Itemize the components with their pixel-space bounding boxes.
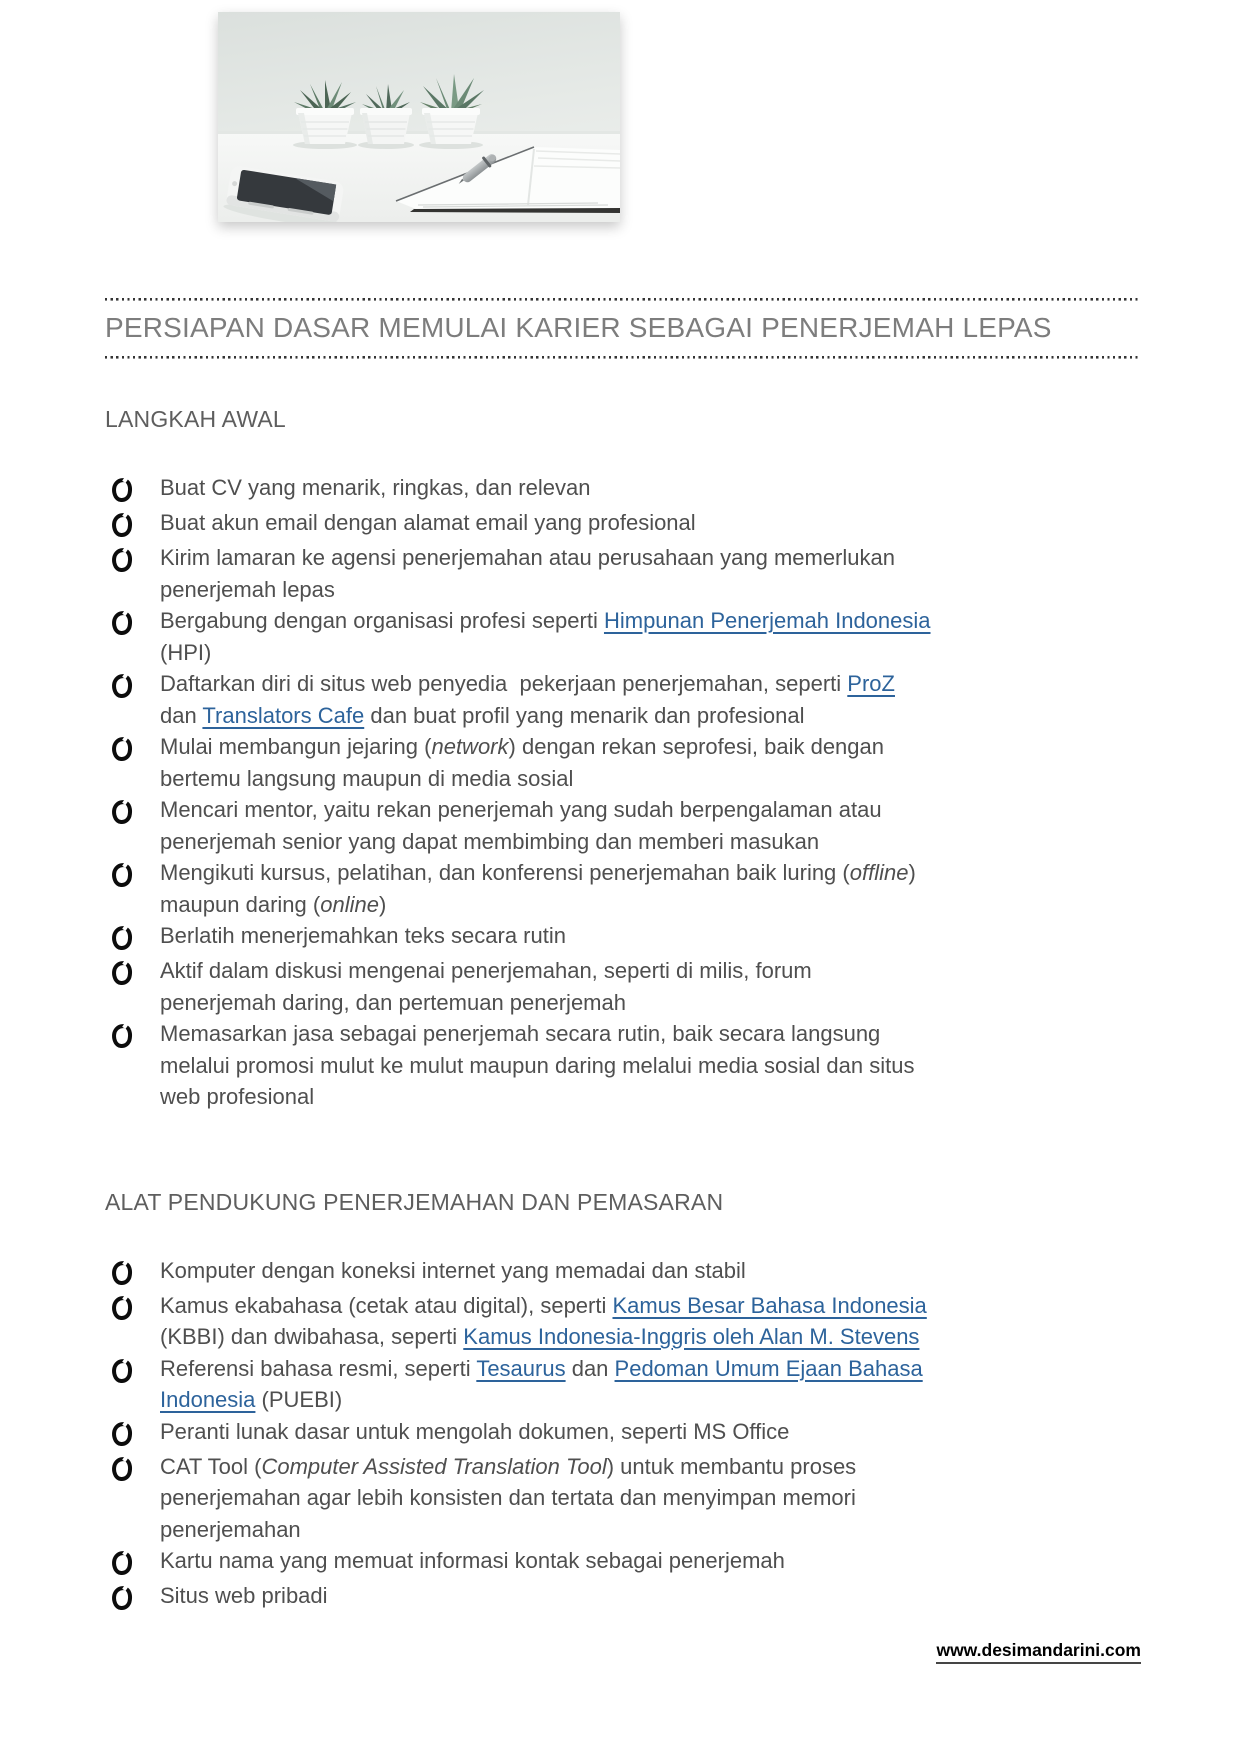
- text-segment: Bergabung dengan organisasi profesi seperti: [160, 608, 604, 633]
- text-segment: Berlatih menerjemahkan teks secara rutin: [160, 923, 566, 948]
- text-segment: penerjemahan agar lebih konsisten dan tertata dan menyimpan memori: [160, 1485, 856, 1510]
- checklist-item-text: [160, 1290, 1140, 1353]
- text-segment: Mengikuti kursus, pelatihan, dan konferensi penerjemahan baik luring (: [160, 860, 850, 885]
- text-segment: penerjemah lepas: [160, 576, 335, 602]
- checklist-item: [105, 605, 1140, 668]
- text-segment: Referensi bahasa resmi, seperti: [160, 1355, 477, 1381]
- bullet-column: [105, 1255, 160, 1290]
- checkbox-ring-icon: [111, 1455, 134, 1481]
- text-segment: Mulai membangun jejaring (: [160, 734, 432, 759]
- bullet-column: [105, 1545, 160, 1580]
- checkbox-ring-icon: [111, 610, 134, 636]
- bullet-column: [105, 507, 160, 542]
- italic-text: Computer Assisted Translation Tool: [261, 1453, 607, 1479]
- hyperlink[interactable]: Translators Cafe: [202, 702, 365, 728]
- text-segment: dan buat profil yang menarik dan profesional: [364, 702, 805, 728]
- text-segment: Mencari mentor, yaitu rekan penerjemah yang sudah berpengalaman atau: [160, 797, 882, 822]
- checklist-item: [105, 920, 1140, 955]
- checklist-item-text: [160, 472, 1140, 504]
- hyperlink[interactable]: Tesaurus: [476, 1355, 566, 1381]
- text-segment: melalui promosi mulut ke mulut maupun daring melalui media sosial dan situs: [160, 1052, 915, 1078]
- text-segment: dan: [160, 702, 203, 728]
- bullet-column: [105, 1416, 160, 1451]
- checklist-item-text: [160, 1545, 1140, 1577]
- checkbox-ring-icon: [111, 1357, 134, 1383]
- hyperlink[interactable]: Kamus Besar Bahasa Indonesia: [612, 1292, 927, 1318]
- checkbox-ring-icon: [111, 673, 134, 699]
- checklist-item-text: [160, 1580, 1140, 1612]
- checkbox-ring-icon: [111, 1023, 134, 1049]
- bullet-column: [105, 1580, 160, 1615]
- text-segment: web profesional: [160, 1084, 315, 1109]
- plant-pot-1: [296, 108, 354, 144]
- hyperlink[interactable]: Pedoman Umum Ejaan Bahasa: [614, 1355, 923, 1381]
- checkbox-ring-icon: [111, 1550, 134, 1576]
- checkbox-ring-icon: [111, 960, 134, 986]
- bullet-column: [105, 472, 160, 507]
- text-segment: ) untuk membantu proses: [606, 1453, 857, 1479]
- text-segment: Kirim lamaran ke agensi penerjemahan atau perusahaan yang memerlukan: [160, 545, 895, 570]
- dotted-divider-bottom: [105, 356, 1140, 359]
- text-segment: (PUEBI): [255, 1387, 343, 1412]
- page-title: PERSIAPAN DASAR MEMULAI KARIER SEBAGAI PENERJEMAH LEPAS: [105, 312, 1052, 343]
- text-segment: (HPI): [160, 639, 212, 665]
- checklist: [105, 1255, 1140, 1616]
- bullet-column: [105, 731, 160, 766]
- text-segment: CAT Tool (: [160, 1453, 262, 1479]
- checklist-item: [105, 507, 1140, 542]
- checklist-item-text: [160, 1416, 1140, 1448]
- text-segment: maupun daring (: [160, 891, 321, 917]
- text-segment: penerjemah senior yang dapat membimbing dan memberi masukan: [160, 828, 820, 854]
- checklist-item: [105, 857, 1140, 920]
- dotted-divider-top: [105, 298, 1140, 301]
- bullet-column: [105, 794, 160, 829]
- checkbox-ring-icon: [111, 512, 134, 538]
- text-segment: Kamus ekabahasa (cetak atau digital), seperti: [160, 1292, 613, 1318]
- text-segment: ): [378, 891, 387, 917]
- text-segment: Peranti lunak dasar untuk mengolah dokumen, seperti MS Office: [160, 1418, 790, 1444]
- checklist-item-text: [160, 731, 1140, 794]
- checklist-item: [105, 731, 1140, 794]
- checklist-item-text: [160, 857, 1140, 920]
- bullet-column: [105, 857, 160, 892]
- checklist-item: [105, 794, 1140, 857]
- checklist-item-text: [160, 1255, 1140, 1287]
- footer-website-link[interactable]: www.desimandarini.com: [936, 1640, 1141, 1664]
- text-segment: penerjemahan: [160, 1516, 301, 1542]
- italic-text: online: [320, 891, 379, 917]
- checklist-item: [105, 1353, 1140, 1416]
- section-heading: LANGKAH AWAL: [105, 406, 286, 432]
- bullet-column: [105, 1451, 160, 1486]
- checkbox-ring-icon: [111, 925, 134, 951]
- checklist-item-text: [160, 1451, 1140, 1546]
- bullet-column: [105, 668, 160, 703]
- plant-pot-2: [360, 108, 412, 144]
- checklist-item: [105, 1545, 1140, 1580]
- italic-text: network: [431, 734, 509, 759]
- checkbox-ring-icon: [111, 1420, 134, 1446]
- document-body: [105, 298, 1140, 1615]
- checklist-sections: [105, 404, 1140, 1615]
- checkbox-ring-icon: [111, 799, 134, 825]
- checklist-item-text: [160, 668, 1140, 731]
- bullet-column: [105, 1018, 160, 1053]
- checklist-item: [105, 668, 1140, 731]
- checklist-item-text: [160, 955, 1140, 1018]
- hyperlink[interactable]: Himpunan Penerjemah Indonesia: [603, 608, 931, 633]
- checklist-item-text: [160, 794, 1140, 857]
- checklist-item: [105, 472, 1140, 507]
- bullet-column: [105, 955, 160, 990]
- text-segment: ) dengan rekan seprofesi, baik dengan: [508, 734, 884, 759]
- hero-image: [218, 12, 620, 222]
- text-segment: Komputer dengan koneksi internet yang memadai dan stabil: [160, 1257, 746, 1283]
- text-segment: Aktif dalam diskusi mengenai penerjemahan, seperti di milis, forum: [160, 958, 812, 983]
- hyperlink[interactable]: Kamus Indonesia-Inggris oleh Alan M. Stevens: [463, 1324, 920, 1349]
- checkbox-ring-icon: [111, 1294, 134, 1320]
- text-segment: Buat CV yang menarik, ringkas, dan relevan: [160, 475, 591, 500]
- checklist: [105, 472, 1140, 1113]
- hyperlink[interactable]: Indonesia: [160, 1387, 256, 1412]
- checklist-item-text: [160, 507, 1140, 539]
- checklist-item: [105, 955, 1140, 1018]
- plant-pot-3: [422, 108, 480, 144]
- bullet-column: [105, 1353, 160, 1388]
- checklist-item: [105, 1416, 1140, 1451]
- checklist-item: [105, 1290, 1140, 1353]
- text-segment: bertemu langsung maupun di media sosial: [160, 765, 574, 791]
- checkbox-ring-icon: [111, 1585, 134, 1611]
- checklist-item: [105, 1580, 1140, 1615]
- text-segment: Buat akun email dengan alamat email yang profesional: [160, 510, 696, 535]
- text-segment: penerjemah daring, dan pertemuan penerjemah: [160, 989, 626, 1015]
- checkbox-ring-icon: [111, 736, 134, 762]
- checkbox-ring-icon: [111, 477, 134, 503]
- checklist-item: [105, 1451, 1140, 1546]
- checklist-item: [105, 1255, 1140, 1290]
- checklist-item: [105, 1018, 1140, 1113]
- checklist-item-text: [160, 1353, 1140, 1416]
- bullet-column: [105, 1290, 160, 1325]
- hero-image-graphic: [218, 12, 620, 222]
- bullet-column: [105, 920, 160, 955]
- checkbox-ring-icon: [111, 547, 134, 573]
- text-segment: Daftarkan diri di situs web penyedia pekerjaan penerjemahan, seperti: [160, 671, 848, 696]
- text-segment: Kartu nama yang memuat informasi kontak sebagai penerjemah: [160, 1548, 785, 1573]
- checkbox-ring-icon: [111, 862, 134, 888]
- checklist-item: [105, 542, 1140, 605]
- section-heading: ALAT PENDUKUNG PENERJEMAHAN DAN PEMASARAN: [105, 1188, 724, 1215]
- text-segment: dan: [565, 1355, 615, 1381]
- bullet-column: [105, 605, 160, 640]
- bullet-column: [105, 542, 160, 577]
- checklist-item-text: [160, 605, 1140, 668]
- text-segment: Memasarkan jasa sebagai penerjemah secara rutin, baik secara langsung: [160, 1021, 881, 1046]
- text-segment: Situs web pribadi: [160, 1583, 328, 1608]
- italic-text: offline: [849, 860, 909, 885]
- checkbox-ring-icon: [111, 1259, 134, 1285]
- checklist-item-text: [160, 1018, 1140, 1113]
- checklist-item-text: [160, 920, 1140, 952]
- hyperlink[interactable]: ProZ: [847, 671, 895, 696]
- checklist-item-text: [160, 542, 1140, 605]
- text-segment: ): [908, 860, 916, 885]
- text-segment: (KBBI) dan dwibahasa, seperti: [160, 1324, 464, 1349]
